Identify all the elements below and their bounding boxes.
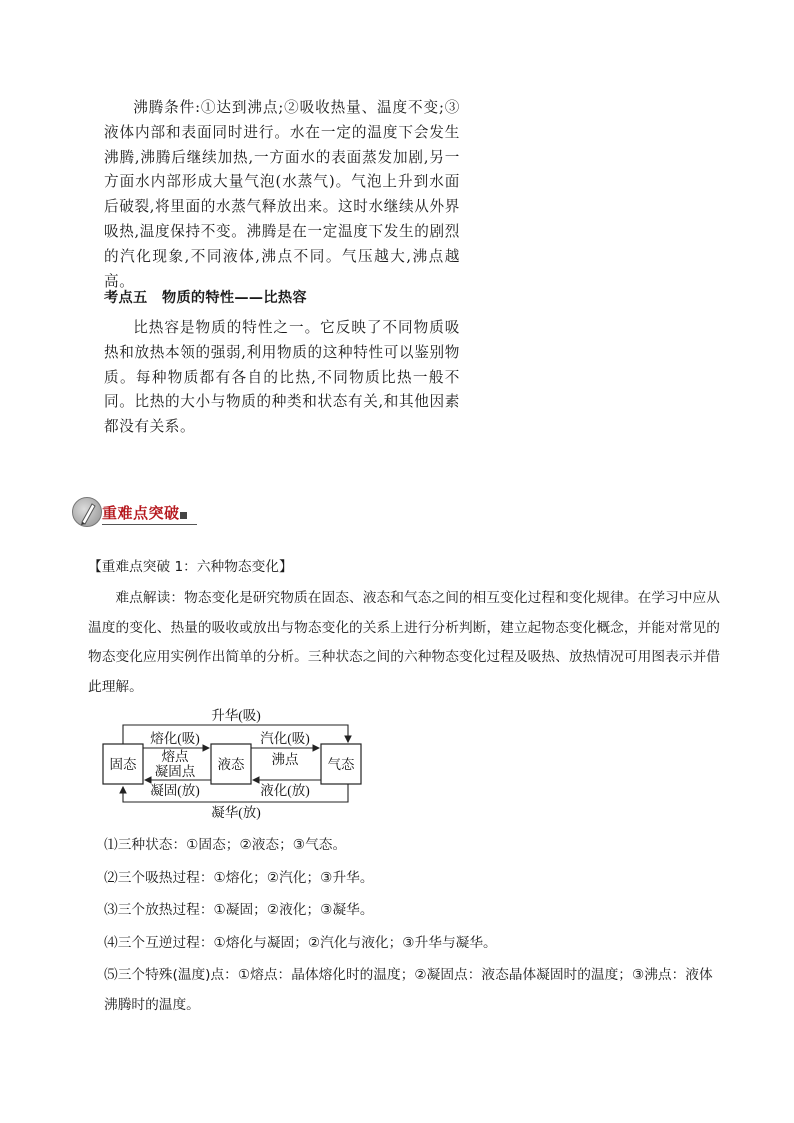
state-gas: 气态 <box>327 757 355 772</box>
banner-title: 重难点突破 <box>102 504 180 522</box>
state-solid: 固态 <box>109 757 137 772</box>
pen-logo-icon <box>72 497 102 527</box>
melting-label: 熔化(吸) <box>150 731 200 746</box>
list-item: ⑴三种状态：①固态；②液态；③气态。 <box>104 837 347 853</box>
deposition-label: 凝华(放) <box>211 805 261 820</box>
specific-heat-text: 比热容是物质的特性之一。它反映了不同物质吸热和放热本领的强弱,利用物质的这种特性可以鉴别物质。每种物质都有各自的比热,不同物质比热一般不同。比热的大小与物质的种类和状态有关,和其他因素都没有关系。 <box>104 319 460 436</box>
list-item: ⑵三个吸热过程：①熔化；②汽化；③升华。 <box>104 870 374 886</box>
melting-point-label: 熔点 <box>161 749 189 764</box>
breakthrough-subtitle: 【重难点突破 1：六种物态变化】 <box>88 559 293 575</box>
boiling-point-label: 沸点 <box>271 752 299 767</box>
section-banner <box>72 497 197 529</box>
sublimation-label: 升华(吸) <box>211 708 261 723</box>
vaporization-label: 汽化(吸) <box>260 731 310 746</box>
boiling-text: 沸腾条件:①达到沸点;②吸收热量、温度不变;③液体内部和表面同时进行。水在一定的温度下会发生沸腾,沸腾后继续加热,一方面水的表面蒸发加剧,另一方面水内部形成大量气泡(水蒸气)。气泡上升到水面后破裂,将里面的水蒸气释放出来。这时水继续从外界吸热,温度保持不变。沸腾是在一定温度下发生的剧烈的汽化现象,不同液体,沸点不同。气压越大,沸点越高。 <box>104 99 460 290</box>
list-item: ⑸三个特殊(温度)点：①熔点：晶体熔化时的温度；②凝固点：液态晶体凝固时的温度；③沸点：液体沸腾时的温度。 <box>104 967 713 1013</box>
state-liquid: 液态 <box>217 757 245 772</box>
banner-square-icon <box>180 512 187 519</box>
phase-change-diagram <box>100 708 372 820</box>
liquefaction-label: 液化(放) <box>260 783 310 798</box>
list-item: ⑷三个互逆过程：①熔化与凝固；②汽化与液化；③升华与凝华。 <box>104 935 497 951</box>
specific-heat-paragraph <box>104 316 460 440</box>
list-item: ⑶三个放热过程：①凝固；②液化；③凝华。 <box>104 902 374 918</box>
point5-heading: 考点五 物质的特性——比热容 <box>104 290 307 306</box>
boiling-conditions-paragraph <box>104 96 460 294</box>
difficulty-explanation: 难点解读：物态变化是研究物质在固态、液态和气态之间的相互变化过程和变化规律。在学习中应从温度的变化、热量的吸收或放出与物态变化的关系上进行分析判断，建立起物态变化概念，并能对常见的物态变化应用实例作出简单的分析。三种状态之间的六种物态变化过程及吸热、放热情况可用图表示并借此理解。 <box>88 590 720 695</box>
freezing-label: 凝固(放) <box>150 783 200 798</box>
banner-underline <box>102 524 197 525</box>
freezing-point-label: 凝固点 <box>154 764 196 779</box>
